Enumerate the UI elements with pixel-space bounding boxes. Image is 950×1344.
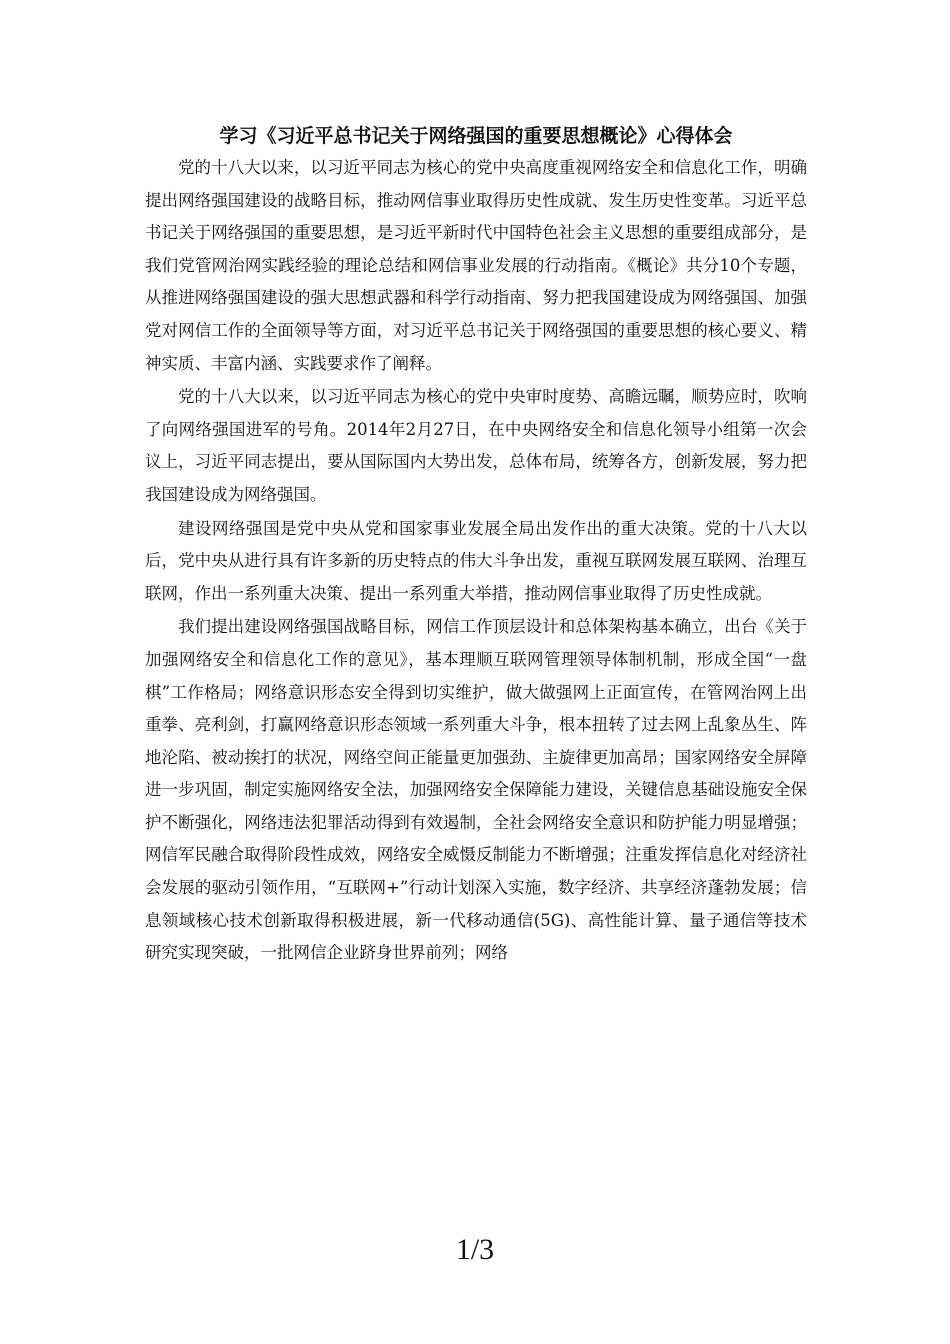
paragraph-2: 党的十八大以来，以习近平同志为核心的党中央审时度势、高瞻远瞩，顺势应时，吹响了向网络强国进军的号角。2014年2月27日，在中央网络安全和信息化领导小组第一次会议上，习近平同志提出，要从国际国内大势出发，总体布局，统筹各方，创新发展，努力把我国建设成为网络强国。 [145, 387, 807, 504]
paragraph-3: 建设网络强国是党中央从党和国家事业发展全局出发作出的重大决策。党的十八大以后，党中央从进行具有许多新的历史特点的伟大斗争出发，重视互联网发展互联网、治理互联网，作出一系列重大决策、提出一系列重大举措，推动网信事业取得了历史性成就。 [145, 518, 807, 603]
paragraph-1: 党的十八大以来，以习近平同志为核心的党中央高度重视网络安全和信息化工作，明确提出网络强国建设的战略目标，推动网信事业取得历史性成就、发生历史性变革。习近平总书记关于网络强国的重要思想，是习近平新时代中国特色社会主义思想的重要组成部分，是我们党管网治网实践经验的理论总结和网信事业发展的行动指南。《概论》共分10个专题，从推进网络强国建设的强大思想武器和科学行动指南、努力把我国建设成为网络强国、加强党对网信工作的全面领导等方面，对习近平总书记关于网络强国的重要思想的核心要义、精神实质、丰富内涵、实践要求作了阐释。 [145, 158, 807, 373]
document-title: 学习《习近平总书记关于网络强国的重要思想概论》心得体会 [219, 125, 733, 147]
document-body [145, 120, 807, 971]
paragraph-4: 我们提出建设网络强国战略目标，网信工作顶层设计和总体架构基本确立，出台《关于加强网络安全和信息化工作的意见》，基本理顺互联网管理领导体制机制，形成全国“一盘棋”工作格局；网络意识形态安全得到切实维护，做大做强网上正面宣传，在管网治网上出重拳、亮利剑，打赢网络意识形态领域一系列重大斗争，根本扭转了过去网上乱象丛生、阵地沦陷、被动挨打的状况，网络空间正能量更加强劲、主旋律更加高昂；国家网络安全屏障进一步巩固，制定实施网络安全法，加强网络安全保障能力建设，关键信息基础设施安全保护不断强化，网络违法犯罪活动得到有效遏制，全社会网络安全意识和防护能力明显增强；网信军民融合取得阶段性成效，网络安全威慑反制能力不断增强；注重发挥信息化对经济社会发展的驱动引领作用，“互联网+”行动计划深入实施，数字经济、共享经济蓬勃发展；信息领域核心技术创新取得积极进展，新一代移动通信(5G)、高性能计算、量子通信等技术研究实现突破，一批网信企业跻身世界前列；网络 [145, 617, 807, 963]
page-number: 1/3 [455, 1233, 495, 1266]
